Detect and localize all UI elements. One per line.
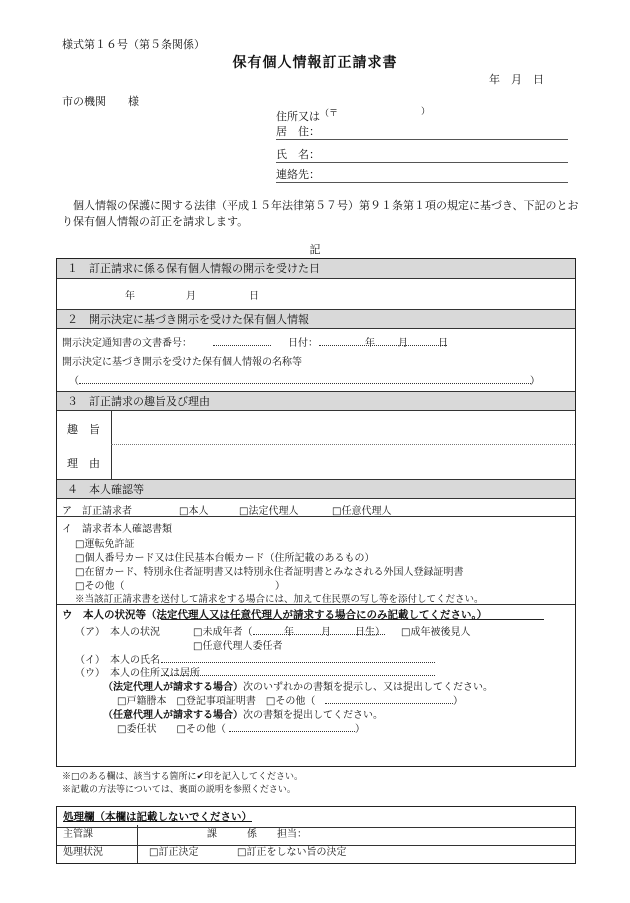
s4-u-underline	[161, 619, 544, 620]
s3-reason-label: 理 由	[67, 457, 100, 470]
form-number: 様式第１６号（第５条関係）	[62, 38, 205, 51]
processing-status-row	[57, 843, 575, 863]
s2-name-label: 開示決定に基づき開示を受けた保有個人情報の名称等	[62, 357, 302, 368]
section2-header: ２ 開示決定に基づき開示を受けた保有個人情報	[57, 309, 575, 329]
s4-u-a-label: （ア） 本人の状況	[75, 627, 160, 638]
s4-a-legal[interactable]: □法定代理人	[239, 506, 299, 517]
s2-month: 月	[398, 338, 408, 349]
s4-i-label: イ 請求者本人確認書類	[62, 524, 172, 535]
s3-purpose-label: 趣 旨	[67, 423, 100, 436]
page-title: 保有個人情報訂正請求書	[232, 55, 398, 71]
s2-day: 日	[438, 338, 448, 349]
note-instructions: ※記載の方法等については、裏面の説明を参照ください。	[62, 785, 296, 795]
s2-paren-close: ）	[530, 376, 540, 387]
s4-u-a-adult-ward[interactable]: □成年被後見人	[401, 627, 471, 638]
s4-legal-close: ）	[453, 696, 463, 707]
s4-i-license[interactable]: □運転免許証	[75, 539, 135, 550]
residence-label: 居 住：	[276, 125, 320, 138]
s4-voluntary-close: ）	[355, 724, 365, 735]
s4-divider-a	[57, 516, 575, 517]
s4-voluntary-other-field[interactable]	[229, 731, 355, 732]
s2-date-label: 日付：	[288, 338, 318, 349]
s4-u-a-month: 月	[321, 627, 331, 638]
processing-status-no-correction[interactable]: □訂正をしない旨の決定	[237, 847, 347, 858]
note-checkbox: ※□のある欄は、該当する箇所に✔印を記入してください。	[62, 772, 304, 782]
s4-voluntary-options[interactable]: □委任状 □その他（	[117, 724, 226, 735]
s4-u-a-born: 日生）	[355, 627, 385, 638]
s4-a-label: ア 訂正請求者	[62, 506, 132, 517]
date-line[interactable]: 年 月 日	[489, 73, 544, 86]
s4-u-u-field[interactable]	[161, 675, 435, 676]
s4-u-i-label: （イ） 本人の氏名	[75, 655, 160, 666]
s4-i-other-close: ）	[275, 581, 285, 592]
residence-field[interactable]	[276, 139, 568, 140]
request-form-box	[56, 258, 576, 767]
s4-i-residence-card[interactable]: □在留カード、特別永住者証明書又は特別永住者証明書とみなされる外国人登録証明書	[75, 567, 464, 578]
section1-header: １ 訂正請求に係る保有個人情報の開示を受けた日	[57, 259, 575, 279]
processing-box	[56, 806, 576, 864]
processing-header: 処理欄（本欄は記載しないでください）	[63, 811, 252, 823]
s4-i-note: ※当該訂正請求書を送付して請求をする場合には、加えて住民票の写し等を添付してください。	[75, 594, 484, 605]
name-label: 氏 名：	[276, 148, 320, 161]
s3-divider	[111, 411, 112, 479]
s4-u-u-label: （ウ） 本人の住所又は居所	[75, 668, 200, 679]
postal-close: ）	[421, 107, 431, 117]
section4-header: ４ 本人確認等	[57, 479, 575, 499]
s1-month[interactable]: 月	[186, 291, 196, 302]
s3-purpose-field[interactable]	[111, 444, 575, 445]
s2-date-field[interactable]	[319, 345, 447, 346]
name-field[interactable]	[276, 162, 568, 163]
s4-i-other[interactable]: □その他（	[75, 581, 125, 592]
contact-field[interactable]	[276, 182, 568, 183]
section3-header: ３ 訂正請求の趣旨及び理由	[57, 391, 575, 411]
intro-text: 個人情報の保護に関する法律（平成１５年法律第５７号）第９１条第１項の規定に基づき、下記のとおり保有個人情報の訂正を請求します。	[62, 199, 579, 228]
s2-year: 年	[365, 338, 375, 349]
ki-label: 記	[309, 243, 321, 256]
addressee: 市の機関 様	[62, 95, 139, 108]
s4-u-a-minor[interactable]: □未成年者（	[193, 627, 253, 638]
s2-name-field[interactable]	[79, 383, 531, 384]
contact-label: 連絡先：	[276, 168, 320, 181]
s4-legal-other-field[interactable]	[325, 703, 453, 704]
processing-divider	[137, 825, 138, 863]
s4-u-a-agent[interactable]: □任意代理人委任者	[193, 641, 283, 652]
s2-doc-no-field[interactable]	[213, 345, 271, 346]
s1-year[interactable]: 年	[125, 291, 135, 302]
s4-u-i-field[interactable]	[161, 662, 435, 663]
s4-u-label: ウ 本人の状況等（法定代理人又は任意代理人が請求する場合にのみ記載してください。）	[62, 609, 488, 621]
processing-status-decision[interactable]: □訂正決定	[149, 847, 199, 858]
s1-day[interactable]: 日	[249, 291, 259, 302]
s2-doc-no-label: 開示決定通知書の文書番号：	[62, 338, 192, 349]
s4-divider-b	[57, 604, 575, 605]
s2-paren-open: （	[69, 376, 79, 387]
s4-legal-options[interactable]: □戸籍謄本 □登記事項証明書 □その他（	[117, 696, 316, 707]
s4-legal-line: （法定代理人が請求する場合）次のいずれかの書類を提示し、又は提出してください。	[103, 682, 493, 693]
s4-i-mynumber[interactable]: □個人番号カード又は住民基本台帳カード（住所記載のあるもの）	[75, 553, 375, 564]
s4-a-self[interactable]: □本人	[179, 506, 209, 517]
processing-status-label: 処理状況	[63, 847, 103, 858]
address-label: 住所又は（〒	[276, 109, 339, 123]
s4-u-a-year: 年	[284, 627, 294, 638]
processing-dept-value: 課 係 担当：	[207, 829, 307, 840]
s4-voluntary-line: （任意代理人が請求する場合）次の書類を提出してください。	[103, 710, 383, 721]
processing-dept-label: 主管課	[63, 829, 93, 840]
s4-a-voluntary[interactable]: □任意代理人	[332, 506, 392, 517]
